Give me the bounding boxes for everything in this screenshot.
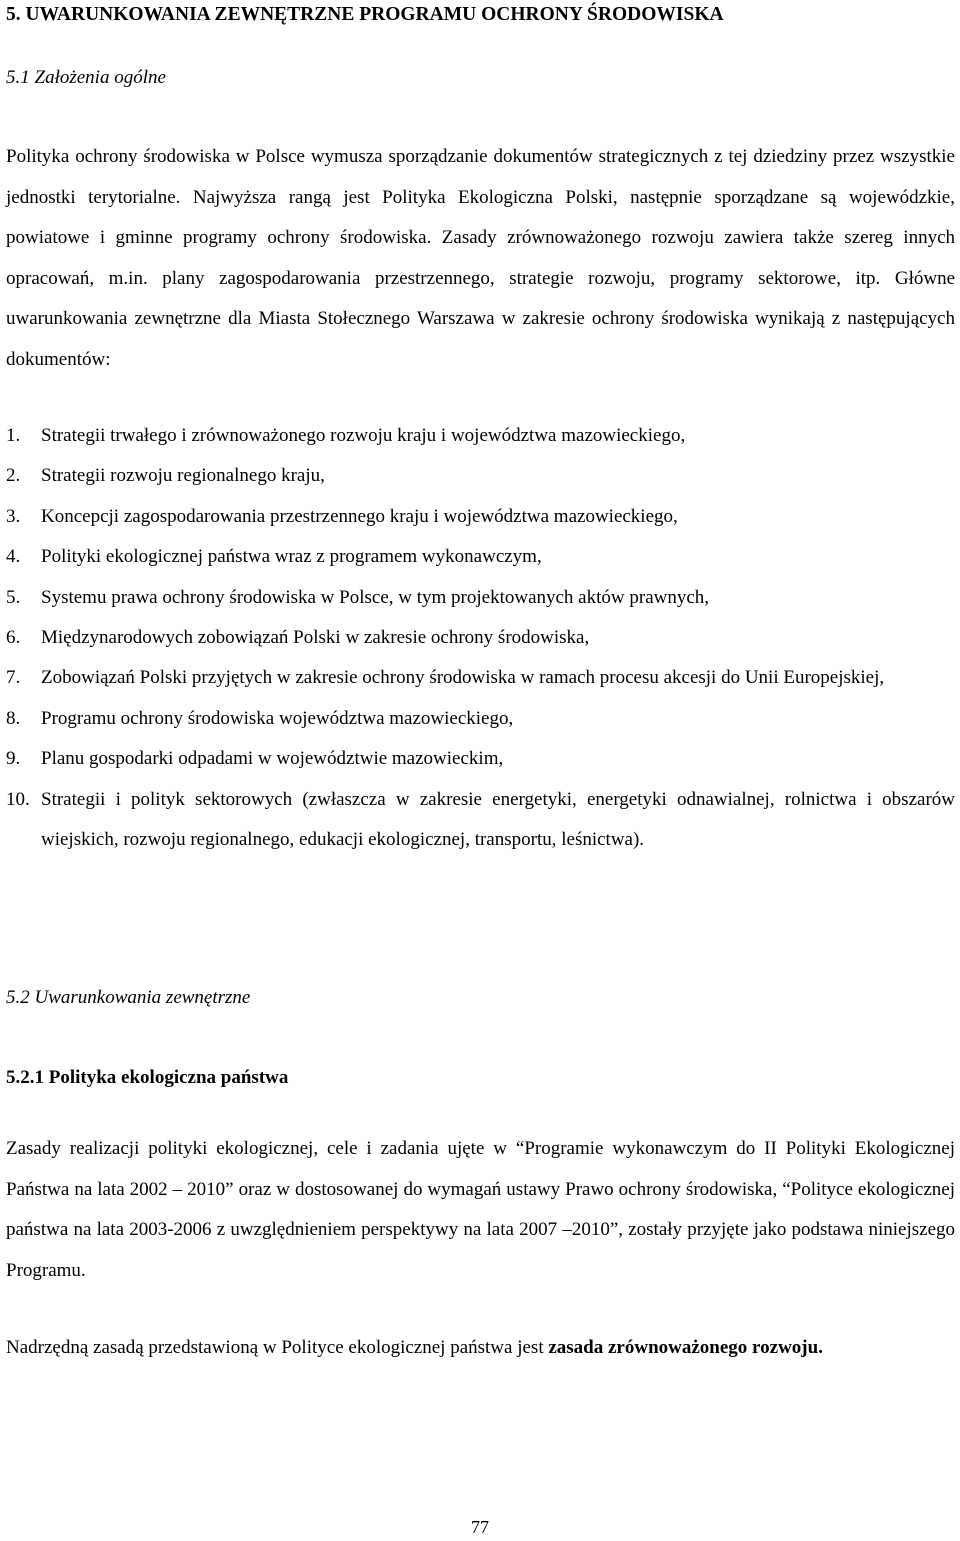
list-item-text: Strategii rozwoju regionalnego kraju, xyxy=(41,465,325,487)
documents-list xyxy=(6,416,955,860)
list-item xyxy=(6,780,955,861)
list-item-number: 1. xyxy=(6,425,21,446)
list-item-number: 7. xyxy=(6,667,21,689)
list-item-text: Zobowiązań Polski przyjętych w zakresie ochrony środowiska w ramach procesu akcesji do Unii Europejskiej, xyxy=(41,667,885,689)
list-item-text: Strategii i polityk sektorowych (zwłaszcza w zakresie energetyki, energetyki odnawialnej, rolnictwa i obszarów wiejskich, rozwoju regionalnego, edukacji ekologicznej, transportu, leśnictwa). xyxy=(41,788,955,851)
section-5-1-title: 5.1 Założenia ogólne xyxy=(6,67,166,88)
list-item-text: Koncepcji zagospodarowania przestrzennego kraju i województwa mazowieckiego, xyxy=(41,505,678,527)
list-item-text: Planu gospodarki odpadami w województwie mazowieckim, xyxy=(41,748,504,770)
list-item-number: 5. xyxy=(6,586,21,608)
list-item-number: 3. xyxy=(6,505,21,527)
list-item xyxy=(6,699,955,739)
list-item-number: 2. xyxy=(6,465,21,487)
list-item xyxy=(6,618,955,658)
list-item xyxy=(6,739,955,779)
list-item xyxy=(6,537,955,577)
chapter-heading: 5. UWARUNKOWANIA ZEWNĘTRZNE PROGRAMU OCHRONY ŚRODOWISKA xyxy=(6,4,724,25)
list-item-text: Międzynarodowych zobowiązań Polski w zakresie ochrony środowiska, xyxy=(41,627,590,649)
list-item-number: 4. xyxy=(6,546,21,568)
list-item xyxy=(6,578,955,618)
list-item xyxy=(6,658,955,698)
list-item-text: Strategii trwałego i zrównoważonego rozwoju kraju i województwa mazowieckiego, xyxy=(41,425,686,446)
list-item xyxy=(6,416,955,456)
section-5-2-1-title: 5.2.1 Polityka ekologiczna państwa xyxy=(6,1067,289,1088)
principle-bold-text: zasada zrównoważonego rozwoju. xyxy=(548,1337,823,1358)
list-item xyxy=(6,456,955,496)
list-item-number: 6. xyxy=(6,627,21,649)
section-5-2-title: 5.2 Uwarunkowania zewnętrzne xyxy=(6,987,251,1008)
list-item-text: Systemu prawa ochrony środowiska w Polsce, w tym projektowanych aktów prawnych, xyxy=(41,586,710,608)
page-number: 77 xyxy=(471,1517,489,1537)
list-item-number: 10. xyxy=(6,788,30,810)
intro-paragraph: Polityka ochrony środowiska w Polsce wymusza sporządzanie dokumentów strategicznych z tej dziedziny przez wszystkie jednostki terytorialne. Najwyższa rangą jest Polityka Ekologiczna Polski, następnie sporządzane są wojewódzkie, powiatowe i gminne programy ochrony środowiska. Zasady zrównoważonego rozwoju zawiera także szereg innych opracowań, m.in. plany zagospodarowania przestrzennego, strategie rozwoju, programy sektorowe, itp. Główne uwarunkowania zewnętrzne dla Miasta Stołecznego Warszawa w zakresie ochrony środowiska wynikają z następujących dokumentów: xyxy=(6,146,955,370)
list-item-number: 9. xyxy=(6,748,21,770)
list-item-number: 8. xyxy=(6,707,21,729)
list-item xyxy=(6,497,955,537)
policy-paragraph: Zasady realizacji polityki ekologicznej, cele i zadania ujęte w “Programie wykonawczym do II Polityki Ekologicznej Państwa na lata 2002 – 2010” oraz w dostosowanej do wymagań ustawy Prawo ochrony środowiska, “Polityce ekologicznej państwa na lata 2003-2006 z uwzględnieniem perspektywy na lata 2007 –2010”, zostały przyjęte jako podstawa niniejszego Programu. xyxy=(6,1138,955,1281)
principle-paragraph xyxy=(6,1328,955,1369)
list-item-text: Polityki ekologicznej państwa wraz z programem wykonawczym, xyxy=(41,546,542,568)
list-item-text: Programu ochrony środowiska województwa mazowieckiego, xyxy=(41,707,514,729)
principle-lead-text: Nadrzędną zasadą przedstawioną w Polityce ekologicznej państwa jest xyxy=(6,1337,549,1358)
